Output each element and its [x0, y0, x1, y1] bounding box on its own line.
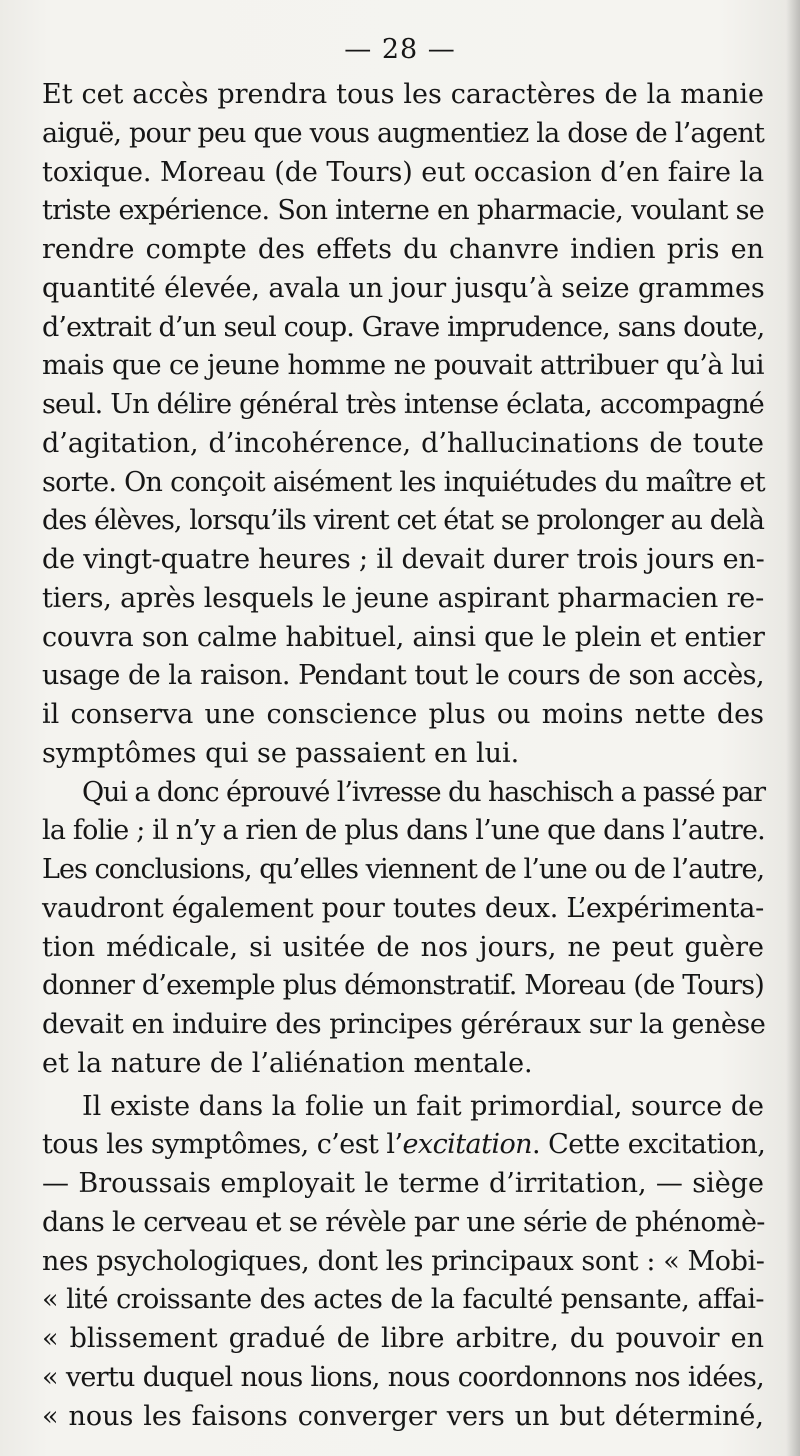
- text-line: des élèves, lorsqu’ils virent cet état se prolonger au delà: [42, 505, 764, 537]
- text-line: vaudront également pour toutes deux. L’expérimenta-: [42, 892, 764, 924]
- text-line: la folie ; il n’y a rien de plus dans l’une que dans l’autre.: [42, 815, 765, 847]
- paragraph-1: [42, 76, 764, 774]
- text-line: mais que ce jeune homme ne pouvait attribuer qu’à lui: [42, 350, 765, 382]
- italic-term: excitation: [402, 1129, 533, 1161]
- paragraph-2: [42, 774, 764, 1084]
- text-line: de vingt-quatre heures ; il devait durer trois jours en-: [42, 544, 765, 575]
- text-line: rendre compte des effets du chanvre indien pris en: [42, 234, 764, 265]
- text-line: aiguë, pour peu que vous augmentiez la dose de l’agent: [42, 117, 764, 149]
- text-fragment: tous les symptômes, c’est l’: [42, 1129, 403, 1161]
- text-line: devait en induire des principes géréraux sur la genèse: [42, 1009, 766, 1040]
- text-line: couvra son calme habituel, ainsi que le plein et entier: [42, 621, 765, 653]
- text-line: « blissement gradué de libre arbitre, du pouvoir en: [42, 1323, 764, 1354]
- text-line: symptômes qui se passaient en lui.: [42, 737, 520, 769]
- page-number: — 28 —: [344, 34, 456, 65]
- body-text: [42, 76, 764, 1436]
- text-line: toxique. Moreau (de Tours) eut occasion d’en faire la: [42, 156, 764, 188]
- text-line: « lité croissante des actes de la faculté pensante, affai-: [42, 1284, 764, 1316]
- text-line: « nous les faisons converger vers un but déterminé,: [42, 1400, 764, 1432]
- text-line: Et cet accès prendra tous les caractères de la manie: [42, 79, 764, 110]
- text-line: « vertu duquel nous lions, nous coordonnons nos idées,: [42, 1361, 764, 1393]
- text-line: seul. Un délire général très intense éclata, accompagné: [42, 389, 764, 420]
- text-line: d’agitation, d’incohérence, d’hallucinations de toute: [42, 427, 764, 459]
- text-line: quantité élevée, avala un jour jusqu’à seize grammes: [42, 272, 765, 304]
- text-fragment: . Cette excitation,: [532, 1129, 766, 1161]
- text-line: d’extrait d’un seul coup. Grave imprudence, sans doute,: [42, 311, 765, 343]
- text-line: dans le cerveau et se révèle par une série de phénomè-: [42, 1206, 765, 1238]
- text-line: tion médicale, si usitée de nos jours, ne peut guère: [42, 931, 764, 963]
- text-line: Les conclusions, qu’elles viennent de l’une ou de l’autre,: [42, 854, 765, 885]
- paragraph-3: [42, 1088, 764, 1437]
- page-edge-shadow: [786, 0, 800, 1456]
- text-line: tiers, après lesquels le jeune aspirant pharmacien re-: [42, 582, 764, 614]
- text-line: Qui a donc éprouvé l’ivresse du haschisch a passé par: [82, 776, 765, 808]
- text-line: sorte. On conçoit aisément les inquiétudes du maître et: [42, 466, 765, 498]
- text-line: donner d’exemple plus démonstratif. Moreau (de Tours): [42, 970, 764, 1002]
- text-line: usage de la raison. Pendant tout le cours de son accès,: [42, 660, 764, 692]
- text-line: Il existe dans la folie un fait primordial, source de: [82, 1090, 764, 1122]
- text-line-with-italic: [42, 1126, 764, 1165]
- text-line: il conserva une conscience plus ou moins nette des: [42, 699, 764, 730]
- text-line: nes psychologiques, dont les principaux sont : « Mobi-: [42, 1245, 765, 1277]
- text-line: et la nature de l’aliénation mentale.: [42, 1047, 533, 1079]
- text-line: triste expérience. Son interne en pharmacie, voulant se: [42, 195, 764, 227]
- text-line: — Broussais employait le terme d’irritation, — siège: [42, 1168, 764, 1199]
